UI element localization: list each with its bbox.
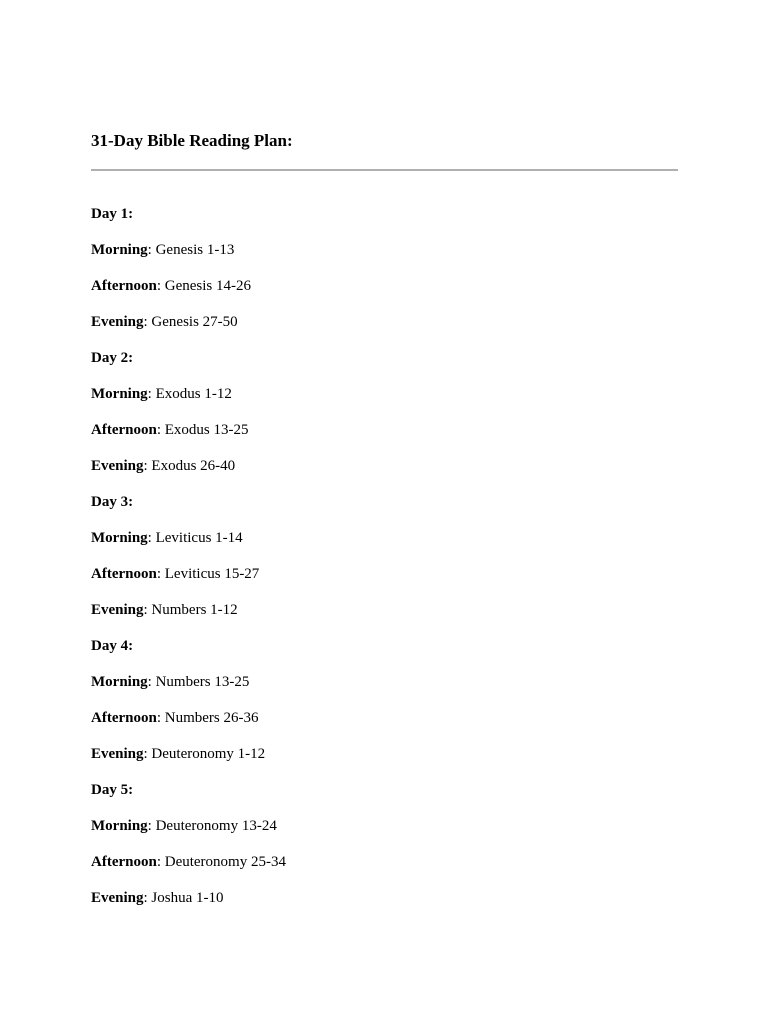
reading-passage: : Exodus 13-25 (156, 422, 249, 438)
day-heading: Day 1: (91, 206, 134, 222)
reading-afternoon (91, 564, 286, 600)
reading-label: Afternoon (91, 566, 157, 582)
reading-passage: : Exodus 1-12 (147, 386, 232, 402)
reading-passage: : Deuteronomy 13-24 (147, 818, 277, 834)
reading-passage: : Numbers 26-36 (156, 710, 259, 726)
reading-morning (91, 672, 286, 708)
reading-label: Afternoon (91, 710, 157, 726)
reading-morning (91, 816, 286, 852)
reading-afternoon (91, 276, 286, 312)
day-heading: Day 4: (91, 638, 134, 654)
reading-evening (91, 888, 286, 924)
reading-afternoon (91, 708, 286, 744)
reading-passage: : Numbers 1-12 (143, 602, 238, 618)
reading-label: Evening (91, 602, 144, 618)
reading-passage: : Genesis 27-50 (143, 314, 238, 330)
day-heading: Day 2: (91, 350, 134, 366)
reading-label: Evening (91, 890, 144, 906)
title-divider (91, 169, 678, 171)
reading-evening (91, 312, 286, 348)
reading-morning (91, 240, 286, 276)
reading-label: Evening (91, 314, 144, 330)
day-heading: Day 3: (91, 494, 134, 510)
reading-label: Morning (91, 818, 148, 834)
reading-evening (91, 744, 286, 780)
reading-morning (91, 384, 286, 420)
reading-evening (91, 456, 286, 492)
reading-label: Morning (91, 386, 148, 402)
reading-passage: : Leviticus 1-14 (147, 530, 243, 546)
reading-passage: : Joshua 1-10 (143, 890, 224, 906)
day-heading: Day 5: (91, 782, 134, 798)
reading-passage: : Deuteronomy 1-12 (143, 746, 266, 762)
reading-label: Afternoon (91, 854, 157, 870)
reading-passage: : Exodus 26-40 (143, 458, 236, 474)
reading-evening (91, 600, 286, 636)
reading-passage: : Genesis 14-26 (156, 278, 251, 294)
reading-passage: : Leviticus 15-27 (156, 566, 260, 582)
reading-passage: : Genesis 1-13 (147, 242, 235, 258)
reading-afternoon (91, 852, 286, 888)
reading-plan-list (91, 204, 286, 924)
reading-label: Afternoon (91, 422, 157, 438)
reading-label: Afternoon (91, 278, 157, 294)
reading-afternoon (91, 420, 286, 456)
reading-label: Morning (91, 674, 148, 690)
reading-passage: : Numbers 13-25 (147, 674, 250, 690)
reading-passage: : Deuteronomy 25-34 (156, 854, 286, 870)
page-title: 31-Day Bible Reading Plan: (91, 131, 293, 150)
reading-label: Morning (91, 530, 148, 546)
reading-label: Evening (91, 458, 144, 474)
reading-label: Morning (91, 242, 148, 258)
reading-morning (91, 528, 286, 564)
reading-label: Evening (91, 746, 144, 762)
